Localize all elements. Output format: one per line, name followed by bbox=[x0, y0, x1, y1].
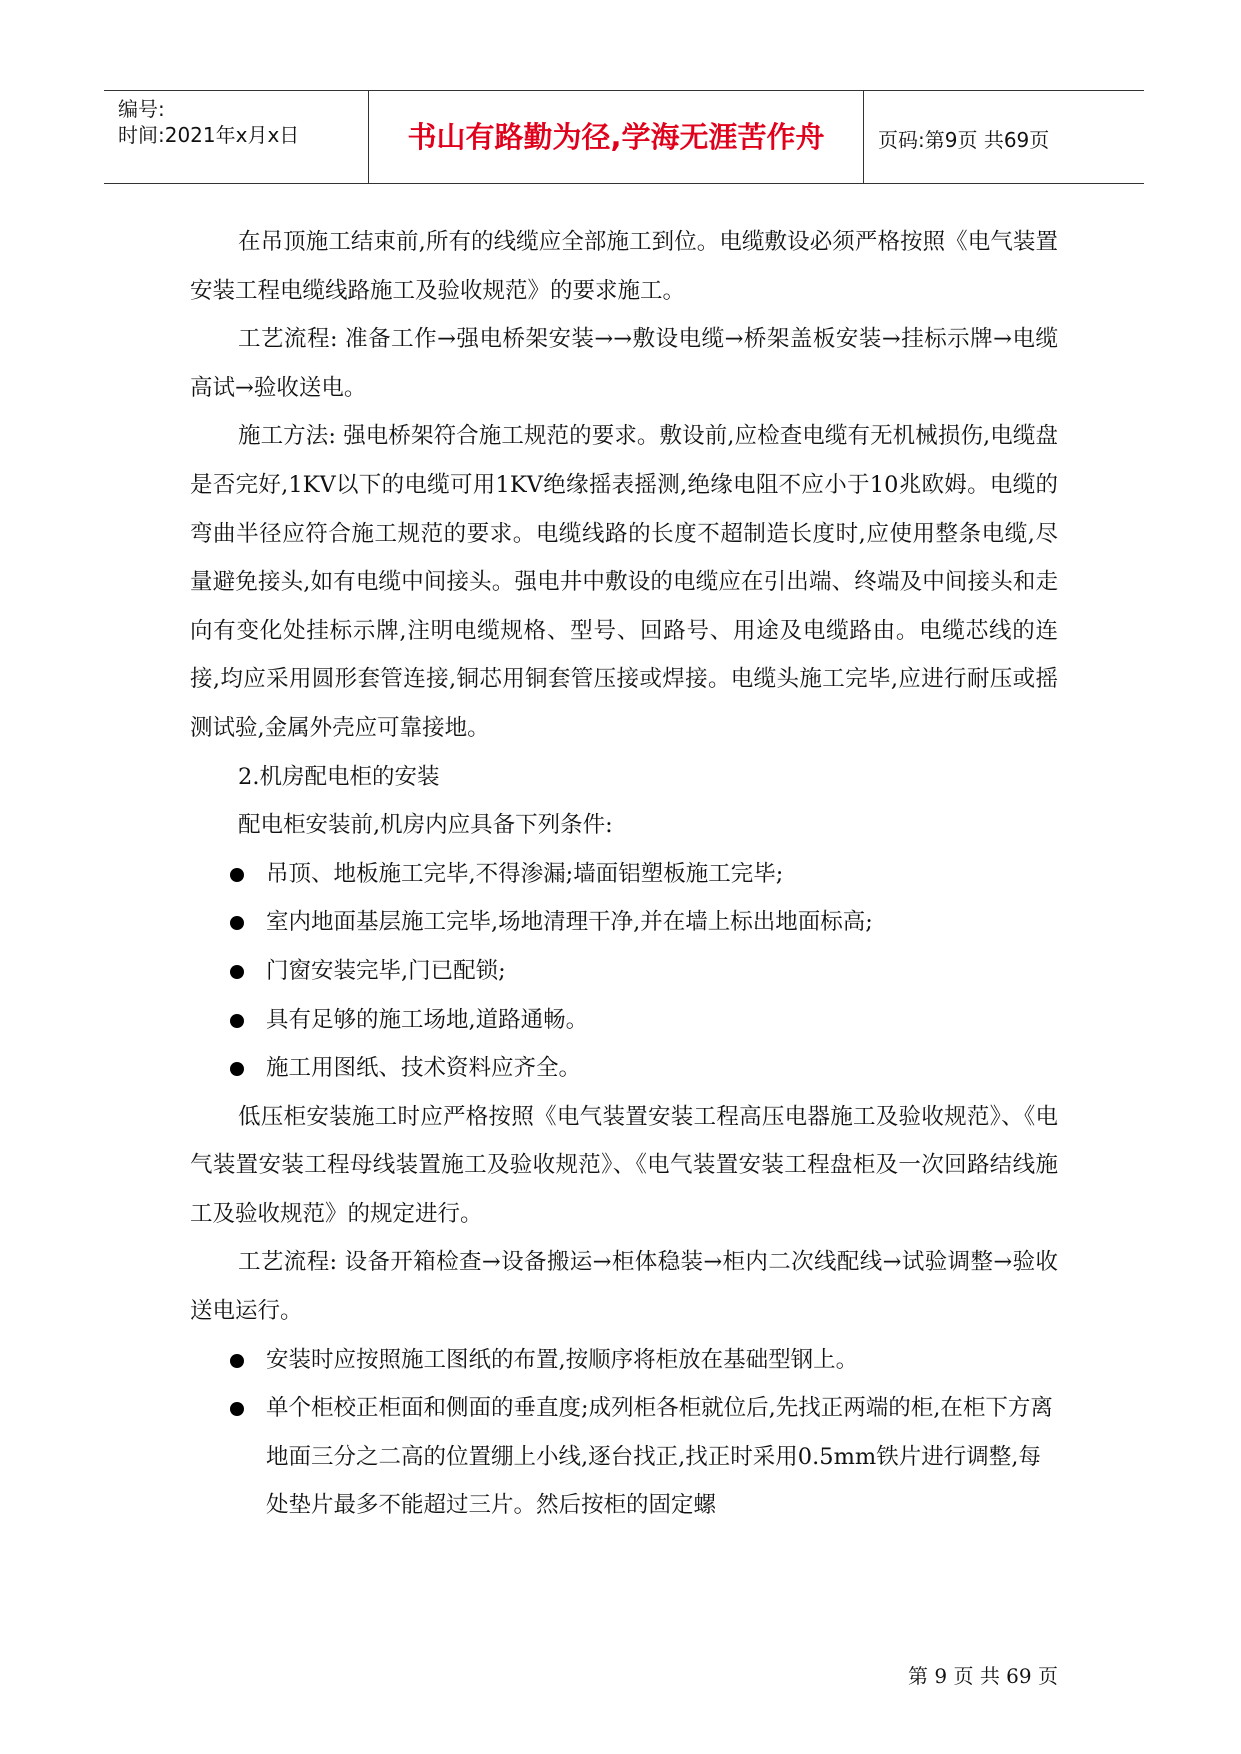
conditions-list bbox=[190, 850, 1058, 1093]
bullet-icon bbox=[230, 868, 244, 882]
paragraph: 配电柜安装前,机房内应具备下列条件: bbox=[238, 812, 613, 839]
bullet-icon bbox=[230, 1014, 244, 1028]
document-number: 编号: bbox=[118, 97, 165, 121]
paragraph: 工艺流程: 准备工作→强电桥架安装→→敷设电缆→桥架盖板安装→挂标示牌→电缆高试→验收送电。 bbox=[190, 326, 1058, 401]
paragraph: 低压柜安装施工时应严格按照《电气装置安装工程高压电器施工及验收规范》、《电气装置安装工程母线装置施工及验收规范》、《电气装置安装工程盘柜及一次回路结线施工及验收规范》的规定进行。 bbox=[190, 1103, 1058, 1227]
header-page-cell bbox=[864, 91, 1144, 183]
list-item-text: 安装时应按照施工图纸的布置,按顺序将柜放在基础型钢上。 bbox=[266, 1346, 859, 1373]
list-item-text: 单个柜校正柜面和侧面的垂直度;成列柜各柜就位后,先找正两端的柜,在柜下方离地面三分之二高的位置绷上小线,逐台找正,找正时采用0.5mm铁片进行调整,每处垫片最多不能超过三片。然后按柜的固定螺 bbox=[266, 1395, 1053, 1519]
list-item bbox=[178, 1384, 1058, 1530]
bullet-icon bbox=[230, 965, 244, 979]
list-item-text: 施工用图纸、技术资料应齐全。 bbox=[266, 1055, 582, 1082]
list-item bbox=[178, 996, 1058, 1045]
list-item bbox=[178, 1044, 1058, 1093]
paragraph: 在吊顶施工结束前,所有的线缆应全部施工到位。电缆敷设必须严格按照《电气装置安装工程电缆线路施工及验收规范》的要求施工。 bbox=[190, 229, 1058, 304]
steps-list bbox=[190, 1336, 1058, 1530]
bullet-icon bbox=[230, 1402, 244, 1416]
header-info-cell bbox=[104, 91, 369, 183]
list-item bbox=[178, 850, 1058, 899]
paragraph: 工艺流程: 设备开箱检查→设备搬运→柜体稳装→柜内二次线配线→试验调整→验收送电运行。 bbox=[190, 1249, 1058, 1325]
bullet-icon bbox=[230, 1062, 244, 1076]
paragraph: 施工方法: 强电桥架符合施工规范的要求。敷设前,应检查电缆有无机械损伤,电缆盘是否完好,1KV以下的电缆可用1KV绝缘摇表摇测,绝缘电阻不应小于10兆欧姆。电缆的弯曲半径应符合施工规范的要求。电缆线路的长度不超制造长度时,应使用整条电缆,尽量避免接头,如有电缆中间接头。强电井中敷设的电缆应在引出端、终端及中间接头和走向有变化处挂标示牌,注明电缆规格、型号、回路号、用途及电缆路由。电缆芯线的连接,均应采用圆形套管连接,铜芯用铜套管压接或焊接。电缆头施工完毕,应进行耐压或摇测试验,金属外壳应可靠接地。 bbox=[190, 423, 1058, 741]
list-item-text: 吊顶、地板施工完毕,不得渗漏;墙面铝塑板施工完毕; bbox=[266, 860, 784, 887]
list-item-text: 门窗安装完毕,门已配锁; bbox=[266, 957, 506, 984]
bullet-icon bbox=[230, 916, 244, 930]
bullet-icon bbox=[230, 1354, 244, 1368]
section-heading: 2.机房配电柜的安装 bbox=[238, 763, 440, 790]
header-motto: 书山有路勤为径,学海无涯苦作舟 bbox=[407, 120, 825, 154]
document-body bbox=[190, 218, 1058, 1530]
header-page-number: 页码:第9页 共69页 bbox=[878, 128, 1050, 152]
document-time: 时间:2021年x月x日 bbox=[118, 123, 300, 147]
header-motto-cell bbox=[369, 91, 864, 183]
list-item bbox=[178, 947, 1058, 996]
page-footer: 第 9 页 共 69 页 bbox=[908, 1664, 1058, 1688]
page-header bbox=[104, 90, 1144, 184]
list-item-text: 具有足够的施工场地,道路通畅。 bbox=[266, 1006, 589, 1033]
list-item bbox=[178, 898, 1058, 947]
list-item bbox=[178, 1336, 1058, 1385]
list-item-text: 室内地面基层施工完毕,场地清理干净,并在墙上标出地面标高; bbox=[266, 909, 873, 936]
